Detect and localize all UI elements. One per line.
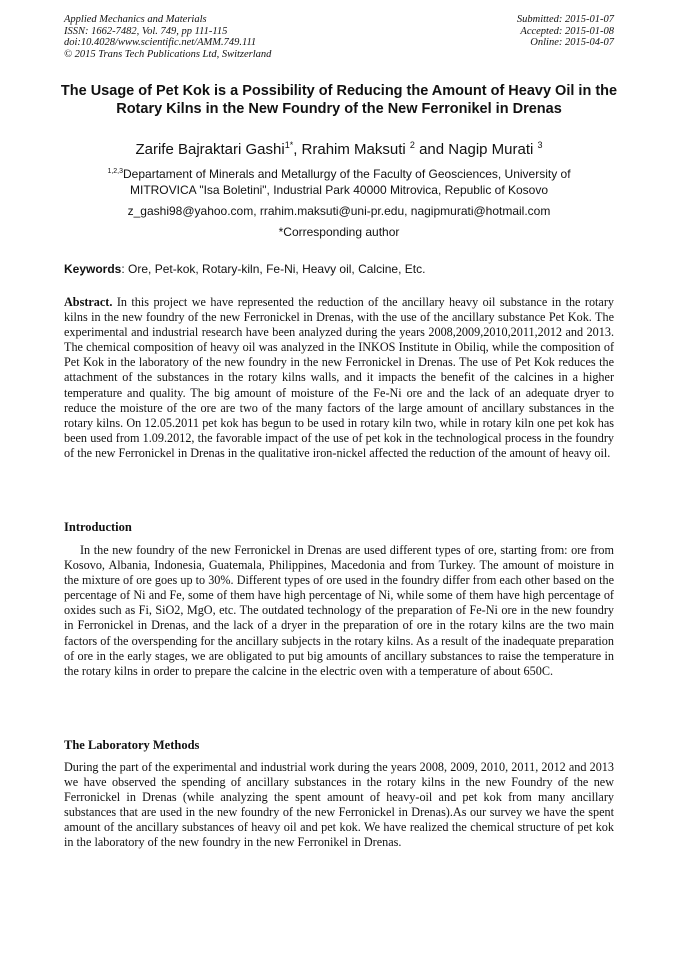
author-list [60, 141, 618, 159]
author-emails: z_gashi98@yahoo.com, rrahim.maksuti@uni-pr.edu, nagipmurati@hotmail.com [127, 204, 551, 218]
author-affiliation-mark: 1* [284, 140, 294, 150]
author-affiliation-mark: 2 [409, 140, 415, 150]
author-separator: and [414, 141, 449, 158]
journal-name: Applied Mechanics and Materials [64, 14, 207, 25]
journal-info [64, 14, 271, 60]
affiliation [80, 166, 598, 198]
corresponding-author-note: *Corresponding author [278, 225, 400, 239]
author-name: Rrahim Maksuti [301, 141, 410, 158]
author-name: Nagip Murati [448, 141, 538, 158]
abstract-label: Abstract. [64, 295, 113, 309]
keywords [64, 261, 614, 277]
affiliation-text: Departament of Minerals and Metallurgy of the Faculty of Geosciences, University of MITROVICA "Isa Boletini", Industrial Park 40000 Mitrovica, Republic of Kosovo [123, 167, 571, 197]
author-affiliation-mark: 3 [537, 140, 543, 150]
lab-methods-paragraph: During the part of the experimental and industrial work during the years 2008, 2009, 2010, 2011, 2012 and 2013 we have observed the spending of ancillary substances in the rotary kilns in the new Foundry of the new Ferronickel in Drenas (while analyzing the spent amount of heavy-oil and pet kok from many ancillary substances that are used in the new foundry of the new Ferronickel in Drenas).As our survey we have the spent amount of the ancillary substances of heavy oil and pet kok. We have realized the chemical structure of pet kok in the laboratory of the new foundry in the new Ferronikel in Drenas. [64, 760, 614, 850]
paper-title: The Usage of Pet Kok is a Possibility of Reducing the Amount of Heavy Oil in the Rotary Kilns in the New Foundry of the New Ferronikel in Drenas [60, 83, 618, 117]
affiliation-mark: 1,2,3 [107, 168, 124, 175]
keywords-label: Keywords [64, 262, 122, 276]
introduction-heading: Introduction [64, 520, 132, 534]
journal-doi: doi:10.4028/www.scientific.net/AMM.749.111 [64, 37, 257, 48]
introduction-paragraph: In the new foundry of the new Ferronickel in Drenas are used different types of ore, starting from: ore from Kosovo, Albania, Indonesia, Guatemala, Philippines, Macedonia and from Turkey. The amount of moisture in the mixture of ore goes up to 30%. Different types of ore used in the foundry differ from each other based on the percentage of Ni and Fe, some of them have high percentage of Ni, while some of them have high percentage of oxides such as Fi, SiO2, MgO, etc. The outdated technology of the preparation of Fe-Ni ore in the new foundry in Ferronickel in Drenas, and the lack of a dryer in the preparation of ore in the rotary kilns are the two main factors of the overspending for the ancillary subjects in the rotary kilns. As a result of the inadequate preparation of ore in the early stages, we are obligated to put big amounts of ancillary substances to raise the temperature in the rotary kilns in order to prepare the calcine in the electric oven with a temperature of about 650C. [64, 543, 614, 678]
submitted-date: Submitted: 2015-01-07 [516, 14, 614, 25]
lab-methods-heading: The Laboratory Methods [64, 738, 200, 752]
accepted-date: Accepted: 2015-01-08 [520, 25, 614, 37]
abstract-text: In this project we have represented the reduction of the ancillary heavy oil substance in the rotary kilns in the new foundry of the new Ferronickel in Drenas, with the use of the ancillary substance Pet Kok. The experimental and industrial research have been analyzed during the years 2008,2009,2010,2011,2012 and 2013. The chemical composition of heavy oil was analyzed in the INKOS Institute in Obiliq, while the composition of Pet Kok in the laboratory of the new foundry in the new Ferronickel in Drenas. The use of Pet Kok reduces the attachment of the substances in the rotary kilns walls, and it impacts the benefit of the calcines in a higher temperature and quality. The big amount of moisture of the Fe-Ni ore and the lack of an adequate dryer to reduce the moisture of the ore are two of the many factors of the large amount of ancillary substances in the rotary kilns. On 12.05.2011 pet kok has begun to be used in rotary kiln two, while in rotary kiln one pet kok has been used from 1.09.2012, the favorable impact of the use of pet kok in the technological process in the foundry of the new Ferronickel in Drenas in the qualitative iron-nickel affected the reduction of the amount of heavy oil. [64, 295, 614, 460]
submission-dates [517, 14, 614, 49]
journal-copyright: © 2015 Trans Tech Publications Ltd, Switzerland [64, 48, 272, 60]
keywords-text: : Ore, Pet-kok, Rotary-kiln, Fe-Ni, Heavy oil, Calcine, Etc. [121, 262, 426, 276]
abstract [64, 295, 614, 461]
online-date: Online: 2015-04-07 [530, 37, 614, 48]
author-separator: , [293, 141, 302, 158]
journal-issn: ISSN: 1662-7482, Vol. 749, pp 111-115 [64, 25, 228, 37]
author-name: Zarife Bajraktari Gashi [135, 141, 285, 158]
